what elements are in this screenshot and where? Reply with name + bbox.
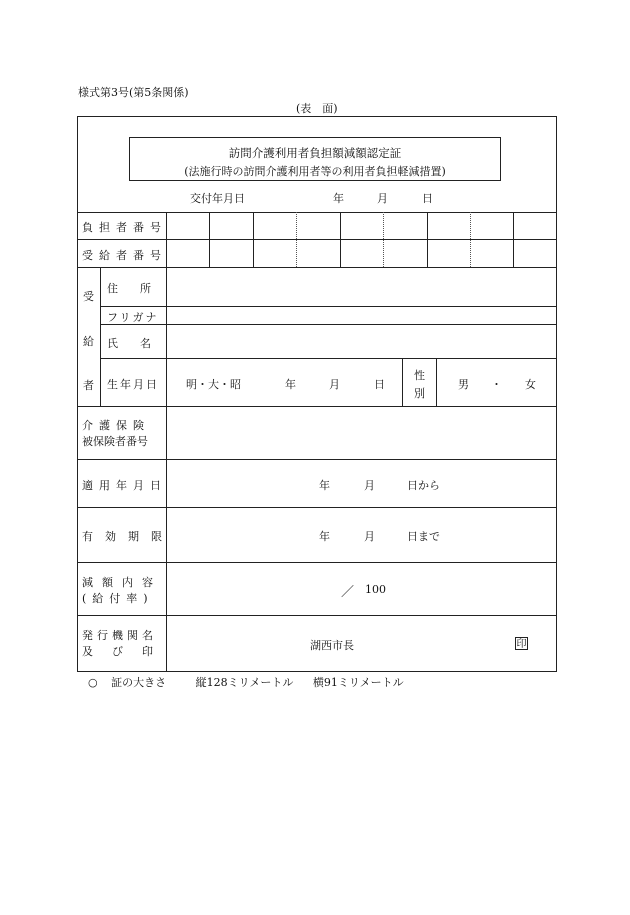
validity-year: 年 <box>319 530 330 543</box>
issue-date-label: 交付年月日 <box>190 192 245 205</box>
sex-label-2: 別 <box>414 387 425 400</box>
applicable-month: 月 <box>364 479 375 492</box>
sex-male: 男 <box>458 378 469 391</box>
name-label: 氏 名 <box>107 337 151 350</box>
issue-date-year: 年 <box>333 192 344 205</box>
insured-label-1: 介護保険 <box>82 419 150 432</box>
row-divider <box>77 267 557 268</box>
birth-year: 年 <box>285 378 296 391</box>
issuer-label-2: 及び印 <box>82 645 172 658</box>
digit-divider <box>253 212 254 267</box>
applicable-day: 日から <box>407 479 440 492</box>
issue-date-day: 日 <box>422 192 433 205</box>
row-divider <box>77 212 557 213</box>
row-divider <box>77 406 557 407</box>
recipient-label-3: 者 <box>83 379 94 392</box>
validity-day: 日まで <box>407 530 440 543</box>
sex-divider <box>436 358 437 406</box>
insured-label-2: 被保険者番号 <box>82 435 148 448</box>
row-divider <box>77 615 557 616</box>
size-note-circle: ○ <box>88 676 98 689</box>
row-divider <box>100 306 557 307</box>
row-divider <box>100 324 557 325</box>
reduction-slash: ／ <box>341 585 355 600</box>
recipient-label-1: 受 <box>83 290 94 303</box>
recipient-group-divider <box>100 267 101 406</box>
reduction-denominator: 100 <box>365 583 386 596</box>
form-number: 様式第3号(第5条関係) <box>78 86 189 99</box>
payer-number-label: 負担者番号 <box>82 221 167 234</box>
issuer-name: 湖西市長 <box>310 639 354 652</box>
reduction-label-1: 減額内容 <box>82 576 162 589</box>
sex-divider <box>402 358 403 406</box>
applicable-year: 年 <box>319 479 330 492</box>
row-divider <box>77 507 557 508</box>
birth-month: 月 <box>329 378 340 391</box>
issue-date-month: 月 <box>377 192 388 205</box>
size-note-width: 横91ミリメートル <box>312 676 404 689</box>
row-divider <box>100 358 557 359</box>
validity-month: 月 <box>364 530 375 543</box>
size-note <box>88 674 404 690</box>
digit-divider-dotted <box>470 212 471 267</box>
digit-divider-dotted <box>383 212 384 267</box>
issuer-label-1: 発行機関名 <box>82 629 157 642</box>
row-divider <box>77 562 557 563</box>
sex-female: 女 <box>525 378 536 391</box>
label-column-divider <box>166 212 167 672</box>
recipient-number-label: 受給者番号 <box>82 249 167 262</box>
birth-day: 日 <box>374 378 385 391</box>
row-divider <box>77 239 557 240</box>
furigana-label: フリガナ <box>107 311 159 324</box>
title-main: 訪問介護利用者負担額減額認定証 <box>228 146 402 160</box>
digit-divider <box>513 212 514 267</box>
digit-divider-dotted <box>296 212 297 267</box>
title-box <box>129 137 501 181</box>
validity-label: 有効期限 <box>82 530 174 543</box>
digit-divider <box>340 212 341 267</box>
digit-divider <box>209 212 210 267</box>
birth-eras: 明・大・昭 <box>186 378 241 391</box>
birth-date-label: 生年月日 <box>107 378 159 391</box>
size-note-height: 縦128ミリメートル <box>195 676 294 689</box>
seal-stamp: 印 <box>516 639 527 650</box>
address-label: 住 所 <box>107 282 151 295</box>
sex-label-1: 性 <box>414 369 425 382</box>
digit-divider <box>427 212 428 267</box>
sex-separator: ・ <box>491 378 502 391</box>
reduction-label-2: (給付率) <box>82 592 154 605</box>
row-divider <box>77 459 557 460</box>
recipient-label-2: 給 <box>83 335 94 348</box>
applicable-date-label: 適用年月日 <box>82 479 167 492</box>
size-note-label: 証の大きさ <box>111 676 167 689</box>
title-sub: (法施行時の訪問介護利用者等の利用者負担軽減措置) <box>184 165 446 178</box>
side-label: (表 面) <box>296 102 338 115</box>
